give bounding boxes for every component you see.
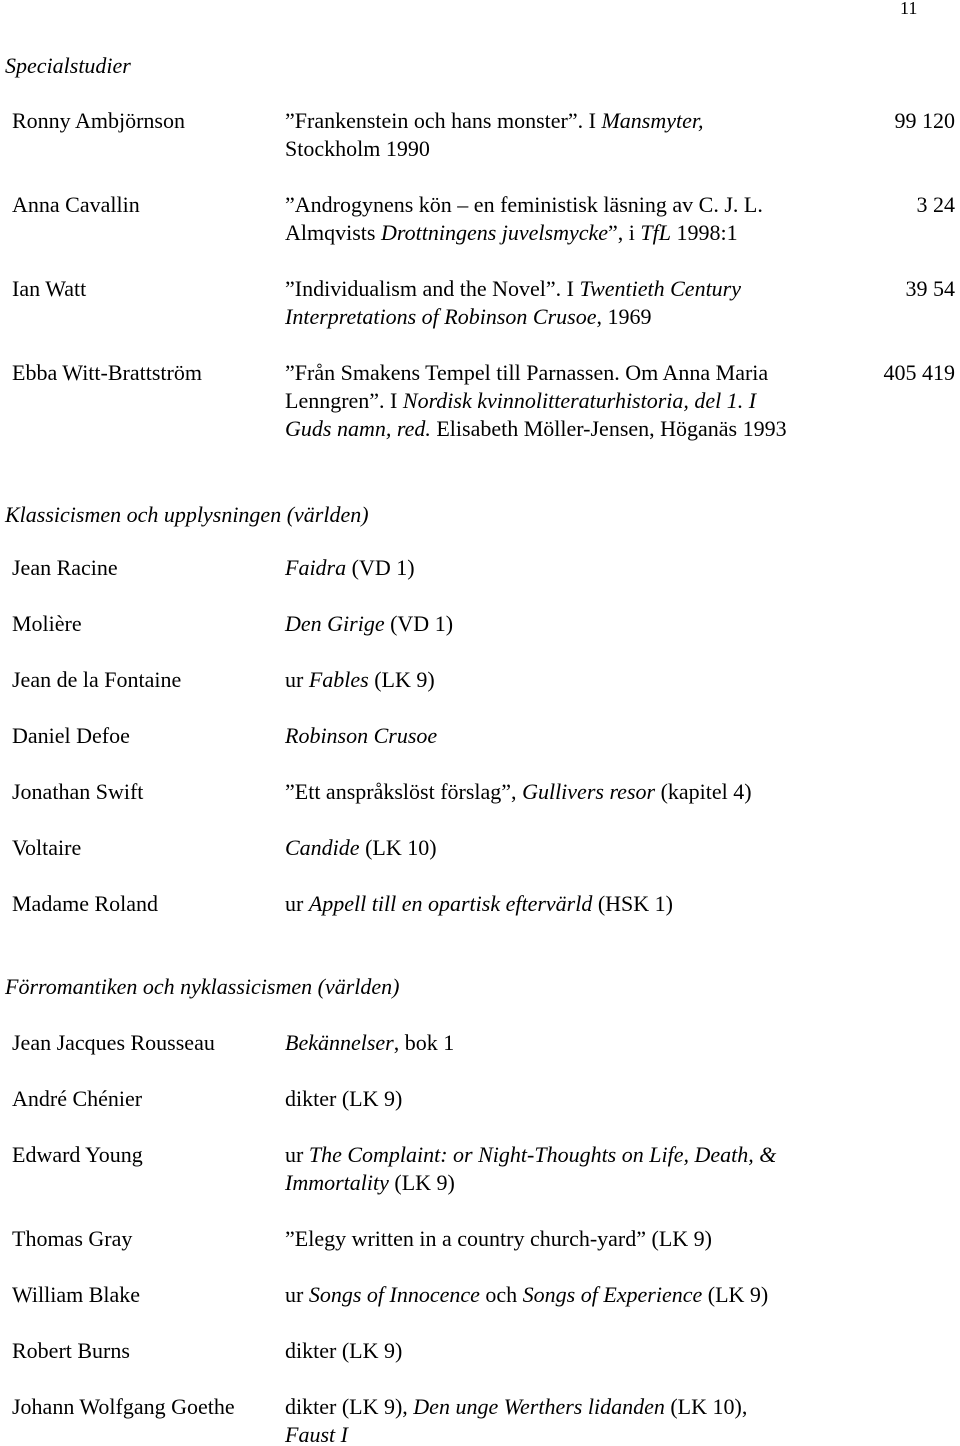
- title-italic-segment: Songs of Innocence: [308, 1282, 480, 1307]
- title-segment: (kapitel 4): [655, 779, 752, 804]
- title-segment: ur: [285, 1282, 309, 1307]
- title-italic-segment: The Complaint: or Night-Thoughts on Life, Death, &: [308, 1142, 777, 1167]
- list-item: [0, 1225, 960, 1253]
- title-italic-segment: Songs of Experience: [522, 1282, 703, 1307]
- title-italic-segment: Nordisk kvinnolitteraturhistoria, del 1. I: [402, 388, 757, 413]
- title-segment: , 1969: [596, 304, 652, 329]
- work-title: [285, 1393, 865, 1446]
- page-range: 39 54: [905, 276, 955, 301]
- list-item: [0, 666, 960, 694]
- title-italic-segment: Drottningens juvelsmycke: [380, 220, 609, 245]
- title-line: [285, 666, 865, 694]
- title-line: [285, 387, 865, 415]
- page-range: 3 24: [916, 192, 955, 217]
- list-item: [0, 890, 960, 918]
- work-title: [285, 554, 865, 582]
- work-title: [285, 359, 865, 443]
- title-segment: ”Från Smakens Tempel till Parnassen. Om Anna Maria: [285, 360, 769, 385]
- title-line: [285, 1029, 865, 1057]
- author-name: Thomas Gray: [12, 1226, 133, 1251]
- list-item: [0, 1393, 960, 1446]
- title-segment: dikter (LK 9): [285, 1086, 403, 1111]
- title-segment: (VD 1): [346, 555, 415, 580]
- list-item: [0, 1141, 960, 1197]
- list-item: [0, 1337, 960, 1365]
- title-italic-segment: Candide: [285, 835, 360, 860]
- work-title: [285, 778, 865, 806]
- title-segment: Lenngren”. I: [285, 388, 403, 413]
- work-title: [285, 1029, 865, 1057]
- title-line: [285, 610, 865, 638]
- title-segment: ur: [285, 891, 309, 916]
- author-name: Madame Roland: [12, 891, 159, 916]
- work-title: [285, 1141, 865, 1197]
- title-segment: 1998:1: [671, 220, 738, 245]
- author-name: Voltaire: [12, 835, 82, 860]
- list-item: [0, 610, 960, 638]
- list-item: [0, 778, 960, 806]
- title-segment: ”Frankenstein och hans monster”. I: [285, 108, 602, 133]
- title-line: [285, 415, 865, 443]
- title-italic-segment: Den Girige: [285, 611, 385, 636]
- title-line: [285, 1085, 865, 1113]
- title-segment: Almqvists: [285, 220, 381, 245]
- list-item: [0, 554, 960, 582]
- title-italic-segment: Mansmyter,: [601, 108, 704, 133]
- page-range: 99 120: [894, 108, 955, 133]
- section-specialstudier: [0, 107, 960, 471]
- title-segment: Stockholm 1990: [285, 136, 430, 161]
- work-title: [285, 1281, 865, 1309]
- title-segment: ur: [285, 1142, 309, 1167]
- title-line: [285, 1225, 865, 1253]
- list-item: [0, 834, 960, 862]
- author-name: Jean de la Fontaine: [12, 667, 182, 692]
- author-name: Jean Racine: [12, 555, 118, 580]
- work-title: [285, 1337, 865, 1365]
- title-segment: (LK 9): [388, 1170, 455, 1195]
- page-range: 405 419: [883, 360, 955, 385]
- work-title: [285, 722, 865, 750]
- list-item: [0, 1281, 960, 1309]
- title-segment: (HSK 1): [592, 891, 674, 916]
- work-title: [285, 1225, 865, 1253]
- work-title: [285, 275, 865, 331]
- author-name: Molière: [12, 611, 82, 636]
- title-segment: , bok 1: [393, 1030, 455, 1055]
- title-line: [285, 890, 865, 918]
- list-item: [0, 1085, 960, 1113]
- title-segment: (LK 10),: [664, 1394, 748, 1419]
- title-line: [285, 1169, 865, 1197]
- work-title: [285, 834, 865, 862]
- title-italic-segment: Twentieth Century: [579, 276, 742, 301]
- section-klassicismen: [0, 554, 960, 946]
- title-line: [285, 275, 865, 303]
- author-name: Robert Burns: [12, 1338, 130, 1363]
- page-number: 11: [900, 0, 918, 18]
- author-name: Anna Cavallin: [12, 192, 140, 217]
- title-line: [285, 1141, 865, 1169]
- title-segment: Elisabeth Möller-Jensen, Höganäs 1993: [430, 416, 787, 441]
- title-line: [285, 1393, 865, 1421]
- title-segment: (LK 10): [359, 835, 437, 860]
- title-segment: och: [479, 1282, 523, 1307]
- title-italic-segment: Faust I: [285, 1422, 348, 1446]
- title-segment: (LK 9): [368, 667, 435, 692]
- work-title: [285, 666, 865, 694]
- work-title: [285, 610, 865, 638]
- title-segment: (VD 1): [384, 611, 454, 636]
- title-line: [285, 219, 865, 247]
- title-line: [285, 191, 865, 219]
- title-segment: ”Ett anspråkslöst förslag”,: [285, 779, 523, 804]
- title-segment: ”Elegy written in a country church-yard” (LK 9): [285, 1226, 712, 1251]
- title-segment: (LK 9): [702, 1282, 769, 1307]
- title-italic-segment: Guds namn, red.: [285, 416, 431, 441]
- title-italic-segment: TfL: [640, 220, 672, 245]
- section-forromantiken: [0, 1029, 960, 1446]
- heading-specialstudier: Specialstudier: [5, 53, 131, 78]
- title-segment: ”, i: [608, 220, 641, 245]
- list-item: [0, 359, 960, 443]
- work-title: [285, 1085, 865, 1113]
- title-italic-segment: Immortality: [285, 1170, 389, 1195]
- title-segment: ”Individualism and the Novel”. I: [285, 276, 580, 301]
- title-line: [285, 1421, 865, 1446]
- title-line: [285, 107, 865, 135]
- title-line: [285, 722, 865, 750]
- title-line: [285, 778, 865, 806]
- title-line: [285, 1337, 865, 1365]
- title-line: [285, 554, 865, 582]
- title-italic-segment: Robinson Crusoe: [285, 723, 438, 748]
- list-item: [0, 107, 960, 163]
- title-segment: dikter (LK 9),: [285, 1394, 414, 1419]
- list-item: [0, 722, 960, 750]
- author-name: Ian Watt: [12, 276, 87, 301]
- list-item: [0, 191, 960, 247]
- work-title: [285, 890, 865, 918]
- title-segment: dikter (LK 9): [285, 1338, 403, 1363]
- title-italic-segment: Den unge Werthers lidanden: [413, 1394, 665, 1419]
- author-name: Johann Wolfgang Goethe: [12, 1394, 235, 1419]
- title-line: [285, 303, 865, 331]
- author-name: Daniel Defoe: [12, 723, 130, 748]
- author-name: Jonathan Swift: [12, 779, 144, 804]
- work-title: [285, 107, 865, 163]
- title-italic-segment: Gullivers resor: [522, 779, 656, 804]
- title-segment: ur: [285, 667, 309, 692]
- list-item: [0, 275, 960, 331]
- author-name: André Chénier: [12, 1086, 143, 1111]
- title-italic-segment: Appell till en opartisk eftervärld: [308, 891, 593, 916]
- author-name: Ronny Ambjörnson: [12, 108, 185, 133]
- title-line: [285, 1281, 865, 1309]
- title-italic-segment: Bekännelser: [285, 1030, 394, 1055]
- title-segment: ”Androgynens kön – en feministisk läsning av C. J. L.: [285, 192, 763, 217]
- title-line: [285, 834, 865, 862]
- author-name: Edward Young: [12, 1142, 143, 1167]
- title-line: [285, 135, 865, 163]
- author-name: William Blake: [12, 1282, 141, 1307]
- title-italic-segment: Faidra: [285, 555, 347, 580]
- heading-klassicismen: Klassicismen och upplysningen (världen): [5, 502, 369, 527]
- author-name: Ebba Witt-Brattström: [12, 360, 202, 385]
- list-item: [0, 1029, 960, 1057]
- title-italic-segment: Interpretations of Robinson Crusoe: [285, 304, 597, 329]
- title-italic-segment: Fables: [308, 667, 369, 692]
- heading-forromantiken: Förromantiken och nyklassicismen (världen): [5, 974, 400, 999]
- work-title: [285, 191, 865, 247]
- title-line: [285, 359, 865, 387]
- author-name: Jean Jacques Rousseau: [12, 1030, 215, 1055]
